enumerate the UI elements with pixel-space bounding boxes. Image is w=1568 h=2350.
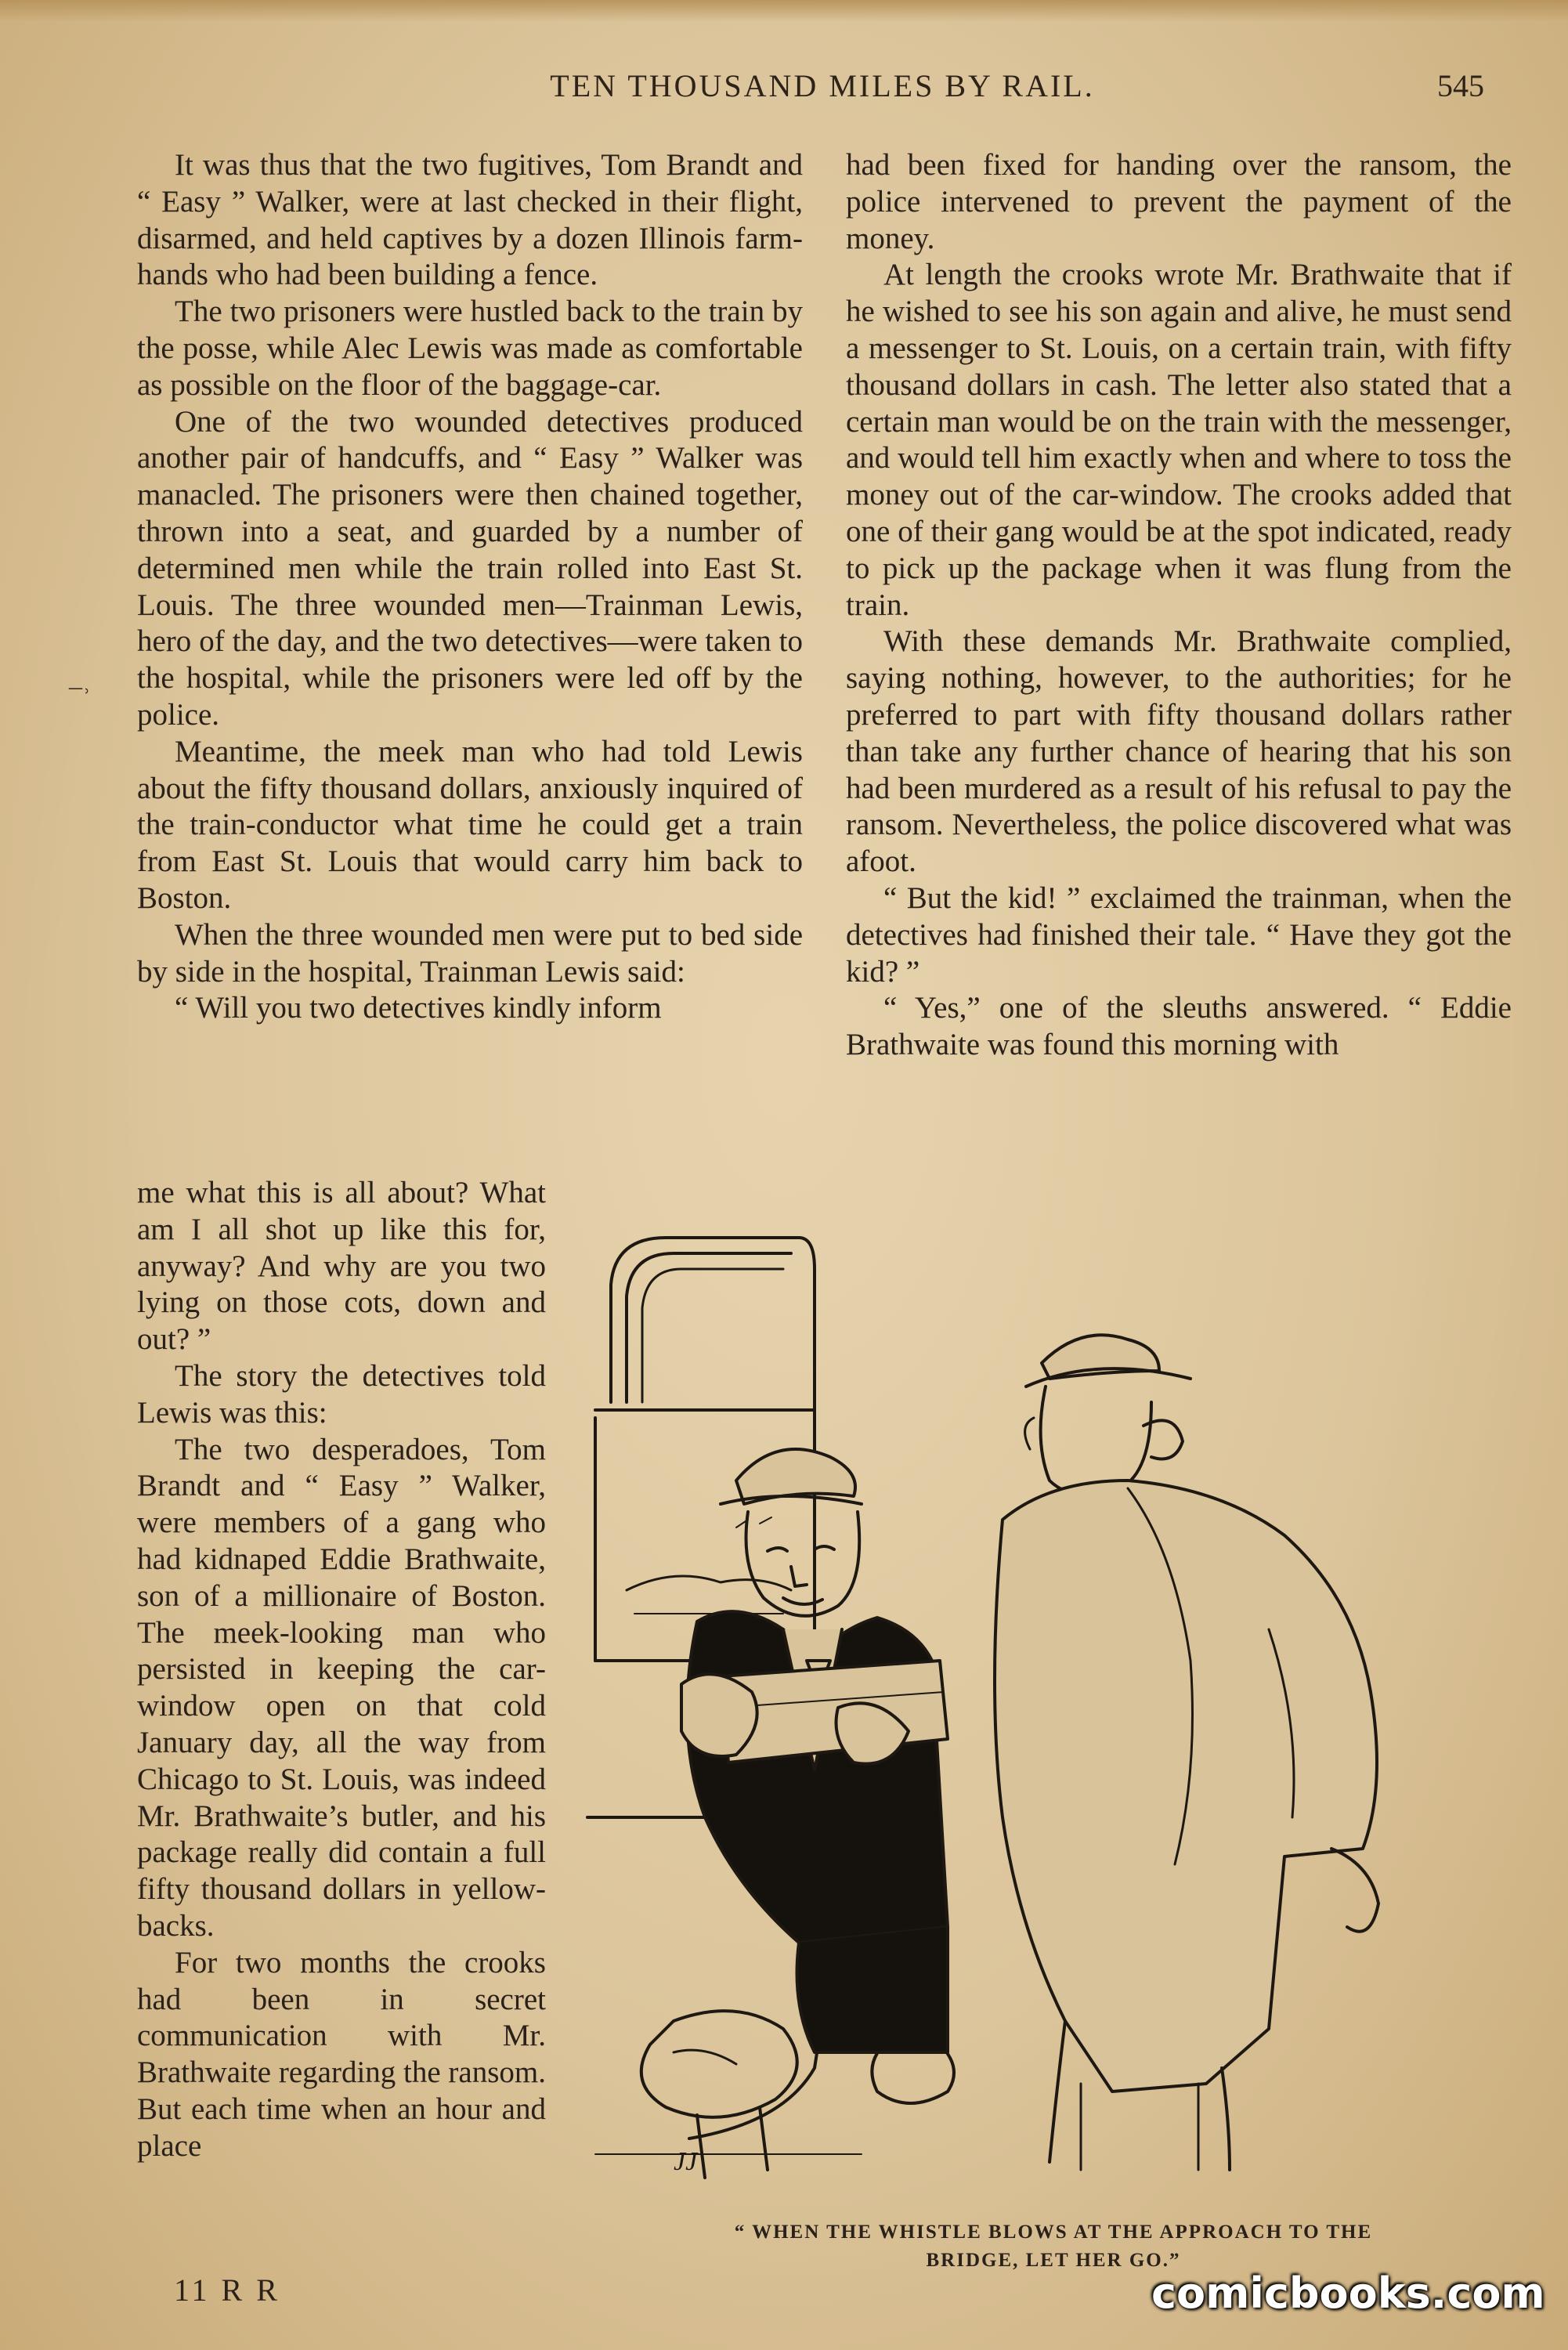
paragraph: Meantime, the meek man who had told Lewis about the fifty thousand dollars, anxiously inquired of the train-conductor what time he could get a train from East St. Louis that would carry him back to Boston.: [137, 734, 803, 915]
paragraph: For two months the crooks had been in secret communication with Mr. Brathwaite regarding the ransom. But each time when an hour and place: [137, 1945, 546, 2163]
paragraph: The two prisoners were hustled back to the train by the posse, while Alec Lewis was made as comfortable as possible on the floor of the baggage-car.: [137, 295, 803, 402]
paragraph: “ Yes,” one of the sleuths answered. “ Eddie Brathwaite was found this morning with: [846, 991, 1512, 1062]
paragraph: “ Will you two detectives kindly inform: [175, 991, 662, 1025]
paragraph: It was thus that the two fugitives, Tom Brandt and “ Easy ” Walker, were at last checked in their flight, disarmed, and held captives by a dozen Illinois farm-hands who had been building a fence.: [137, 148, 803, 292]
signature-mark: 11 R R: [174, 2272, 280, 2308]
caption-line: “ WHEN THE WHISTLE BLOWS AT THE APPROACH TO THE: [734, 2222, 1373, 2243]
paragraph: One of the two wounded detectives produced another pair of handcuffs, and “ Easy ” Walker was manacled. The prisoners were then chained together, thrown into a seat, and guarded by a number of determined men while the train rolled into East St. Louis. The three wounded men—Trainman Lewis, hero of the day, and the two detectives—were taken to the hospital, while the prisoners were led off by the police.: [137, 404, 803, 732]
watermark: comicbooks.com: [1151, 2269, 1545, 2318]
paragraph: “ But the kid! ” exclaimed the trainman, when the detectives had finished their tale. “ Have they got the kid? ”: [846, 880, 1512, 989]
paragraph: When the three wounded men were put to bed side by side in the hospital, Trainman Lewis said:: [137, 917, 803, 989]
paragraph: The story the detectives told Lewis was this:: [137, 1358, 546, 1430]
margin-mark: –˒: [69, 672, 92, 701]
page-edge: [0, 0, 1568, 22]
paragraph: At length the crooks wrote Mr. Brathwaite that if he wished to see his son again and alive, he must send a messenger to St. Louis, on a certain train, with fifty thousand dollars in cash. The letter also stated that a certain man would be on the train with the messenger, and would tell him exactly when and where to toss the money out of the car-window. The crooks added that one of their gang would be at the spot indicated, ready to pick up the package when it was flung from the train.: [846, 258, 1512, 622]
artist-initials: JJ: [674, 2147, 698, 2176]
caption-line: BRIDGE, LET HER GO.”: [926, 2250, 1181, 2271]
paragraph: had been fixed for handing over the ransom, the police intervened to prevent the payment of the money.: [846, 148, 1512, 255]
paragraph: me what this is all about? What am I all shot up like this for, anyway? And why are you two lying on those cots, down and out? ”: [137, 1176, 546, 1357]
paragraph: The two desperadoes, Tom Brandt and “ Easy ” Walker, were members of a gang who had kidnaped Eddie Brathwaite, son of a millionaire of Boston. The meek-looking man who persisted in keeping the car-window open on that cold January day, all the way from Chicago to St. Louis, was indeed Mr. Brathwaite’s butler, and his package really did contain a full fifty thousand dollars in yellow-backs.: [137, 1432, 546, 1943]
train-car-illustration: [580, 1222, 1543, 2186]
left-column-narrow: [137, 1175, 546, 2165]
page-number: 545: [1437, 68, 1484, 103]
running-title: TEN THOUSAND MILES BY RAIL.: [550, 68, 1095, 103]
paragraph: With these demands Mr. Brathwaite complied, saying nothing, however, to the authorities; for he preferred to part with fifty thousand dollars rather than take any further chance of hearing that his son had been murdered as a result of his refusal to pay the ransom. Nevertheless, the police discovered what was afoot.: [846, 624, 1512, 879]
illustration-caption: [642, 2218, 1465, 2275]
right-column: [846, 147, 1512, 1064]
left-column-top: [137, 147, 803, 1027]
